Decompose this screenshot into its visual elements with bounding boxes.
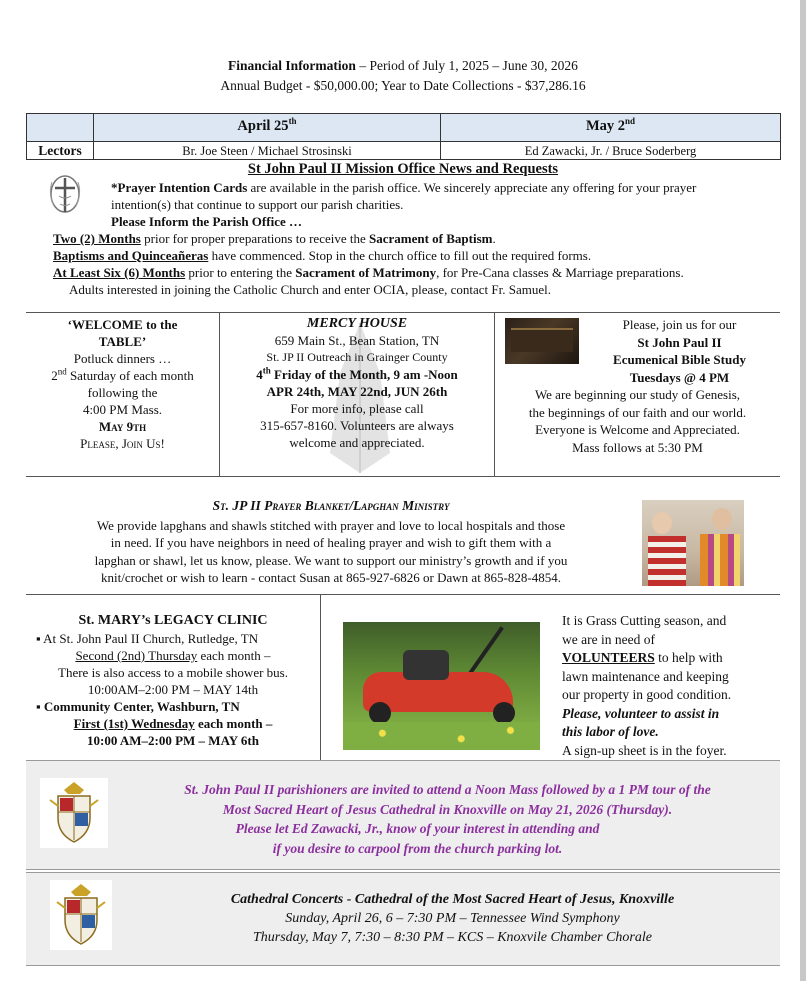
clinic-b2-line2: First (1st) Wednesday each month – bbox=[73, 716, 273, 731]
office-item-baptism: Two (2) Months prior for proper preparations to receive the Sacrament of Baptism. bbox=[53, 231, 496, 246]
bible-line1: Please, join us for our bbox=[622, 317, 737, 332]
clinic-section bbox=[26, 612, 320, 749]
bible-line4: Tuesdays @ 4 PM bbox=[629, 369, 730, 385]
mercy-info1: For more info, please call bbox=[290, 401, 424, 416]
cathedral-tour-line4: if you desire to carpool from the church parking lot. bbox=[272, 840, 563, 856]
lectors-col1-head: April 25th bbox=[237, 116, 297, 134]
financial-line1 bbox=[26, 56, 780, 76]
cathedral-tour-text bbox=[120, 780, 775, 858]
office-intro bbox=[111, 179, 781, 230]
welcome-title-2: TABLE’ bbox=[98, 334, 147, 349]
welcome-line2: 2nd Saturday of each month bbox=[51, 366, 194, 383]
bible-line8: Mass follows at 5:30 PM bbox=[572, 439, 703, 455]
financial-line2: Annual Budget - $50,000.00; Year to Date Collections - $37,286.16 bbox=[220, 78, 586, 93]
concerts-line2: Thursday, May 7, 7:30 – 8:30 PM – KCS – Knoxvile Chamber Chorale bbox=[253, 930, 652, 945]
cathedral-tour-line3: Please let Ed Zawacki, Jr., know of your interest in attending and bbox=[235, 821, 600, 836]
grass-line1: It is Grass Cutting season, and bbox=[562, 613, 727, 628]
clinic-bullet1: ▪ At St. John Paul II Church, Rutledge, TN bbox=[36, 631, 259, 646]
office-p1-line2: intention(s) that continue to support our parish charities. bbox=[111, 197, 404, 212]
financial-section bbox=[26, 56, 780, 96]
clinic-b1-line3: There is also access to a mobile shower bus. bbox=[58, 665, 288, 680]
mercy-outreach: St. JP II Outreach in Grainger County bbox=[266, 350, 448, 364]
bible-line2: St John Paul II bbox=[637, 334, 722, 350]
welcome-join: Please, Join Us! bbox=[80, 436, 165, 451]
grass-line5: our property in good condition. bbox=[562, 687, 732, 702]
mercy-when: 4th Friday of the Month, 9 am -Noon bbox=[256, 365, 458, 382]
mercy-title: MERCY HOUSE bbox=[306, 316, 408, 331]
crest-frame bbox=[40, 778, 108, 848]
bible-study-section bbox=[495, 316, 780, 456]
blanket-line3: lapghan or shawl, let us know, please. We want to support our ministry’s growth and if you bbox=[94, 552, 568, 568]
diocesan-coat-of-arms-icon bbox=[40, 778, 108, 848]
grass-line7: this labor of love. bbox=[562, 724, 659, 739]
clinic-b1-line4: 10:00AM–2:00 PM – MAY 14th bbox=[87, 682, 259, 697]
blanket-line2: in need. If you have neighbors in need of healing prayer and wish to gift them with a bbox=[110, 535, 552, 550]
financial-title: Financial Information bbox=[228, 58, 356, 73]
clinic-b1-line2: Second (2nd) Thursday each month – bbox=[75, 648, 271, 663]
lectors-row-label: Lectors bbox=[38, 143, 82, 158]
bible-line3: Ecumenical Bible Study bbox=[613, 352, 746, 367]
welcome-line3: following the bbox=[87, 385, 158, 400]
welcome-line4: 4:00 PM Mass. bbox=[82, 402, 163, 417]
office-list bbox=[53, 230, 781, 298]
grass-line4: lawn maintenance and keeping bbox=[562, 668, 729, 684]
lawn-mower-photo bbox=[343, 622, 540, 750]
concerts-text bbox=[120, 890, 785, 947]
mercy-address: 659 Main St., Bean Station, TN bbox=[274, 333, 440, 348]
mercy-dates: APR 24th, MAY 22nd, JUN 26th bbox=[266, 384, 448, 399]
grass-section bbox=[562, 612, 782, 760]
grass-line2: we are in need of bbox=[562, 631, 655, 647]
crest-frame-2 bbox=[50, 880, 112, 950]
clinic-title: St. MARY’s LEGACY CLINIC bbox=[78, 613, 268, 628]
bible-line5: We are beginning our study of Genesis, bbox=[534, 387, 741, 402]
bible-line6: the beginnings of our faith and our world. bbox=[528, 404, 747, 420]
clinic-b2-line3: 10:00 AM–2:00 PM – MAY 6th bbox=[87, 733, 259, 748]
bible-line7: Everyone is Welcome and Appreciated. bbox=[535, 422, 740, 437]
office-title: St John Paul II Mission Office News and Requests bbox=[247, 161, 559, 177]
cathedral-tour-line2: Most Sacred Heart of Jesus Cathedral in Knoxville on May 21, 2026 (Thursday). bbox=[222, 801, 673, 817]
blanket-section bbox=[26, 497, 636, 587]
lectors-col2-names: Ed Zawacki, Jr. / Bruce Soderberg bbox=[524, 144, 697, 158]
blanket-line1: We provide lapghans and shawls stitched with prayer and love to local hospitals and those bbox=[96, 517, 566, 533]
mercy-info2: 315-657-8160. Volunteers are always bbox=[260, 418, 454, 433]
office-p1: *Prayer Intention Cards are available in the parish office. We sincerely appreciate any offering for your prayer bbox=[111, 180, 697, 195]
cathedral-tour-line1: St. John Paul II parishioners are invited to attend a Noon Mass followed by a 1 PM tour of the bbox=[184, 782, 711, 797]
crucifix-sketch-icon bbox=[44, 170, 86, 216]
financial-period: – Period of July 1, 2025 – June 30, 2026 bbox=[355, 58, 578, 73]
welcome-title: ‘WELCOME to the bbox=[67, 317, 178, 332]
concerts-title: Cathedral Concerts - Cathedral of the Most Sacred Heart of Jesus, Knoxville bbox=[230, 892, 675, 907]
lectors-col1-names: Br. Joe Steen / Michael Strosinski bbox=[182, 144, 352, 158]
mercy-info3: welcome and appreciated. bbox=[289, 435, 425, 450]
office-p2: Please Inform the Parish Office … bbox=[111, 214, 302, 229]
diocesan-coat-of-arms-icon-2 bbox=[50, 880, 112, 950]
clinic-bullet2: ▪ Community Center, Washburn, TN bbox=[36, 699, 240, 714]
office-item-ocia: Adults interested in joining the Catholic Church and enter OCIA, please, contact Fr. Samuel. bbox=[69, 282, 551, 297]
concerts-line1: Sunday, April 26, 6 – 7:30 PM – Tennessee Wind Symphony bbox=[285, 911, 620, 926]
blanket-title: St. JP II Prayer Blanket/Lapghan Ministry bbox=[212, 498, 450, 513]
page-edge bbox=[800, 0, 806, 981]
lectors-col2-head: May 2nd bbox=[585, 116, 636, 134]
mercy-house-section bbox=[220, 313, 494, 476]
office-item-quinceaneras: Baptisms and Quinceañeras have commenced. Stop in the church office to fill out the required forms. bbox=[53, 248, 592, 263]
blanket-photo bbox=[642, 500, 744, 586]
blanket-line4: knit/crochet or wish to learn - contact Susan at 865-927-6826 or Dawn at 865-828-4854. bbox=[101, 570, 561, 585]
welcome-table-section bbox=[26, 316, 219, 452]
lectors-table bbox=[26, 113, 781, 160]
grass-line3: VOLUNTEERS to help with bbox=[562, 650, 723, 665]
welcome-date: May 9th bbox=[98, 419, 147, 434]
grass-line6: Please, volunteer to assist in bbox=[562, 705, 720, 721]
grass-line8: A sign-up sheet is in the foyer. bbox=[562, 742, 727, 758]
welcome-line1: Potluck dinners … bbox=[73, 351, 172, 366]
office-item-matrimony: At Least Six (6) Months prior to entering the Sacrament of Matrimony, for Pre-Cana classes & Marriage preparations. bbox=[53, 265, 684, 280]
